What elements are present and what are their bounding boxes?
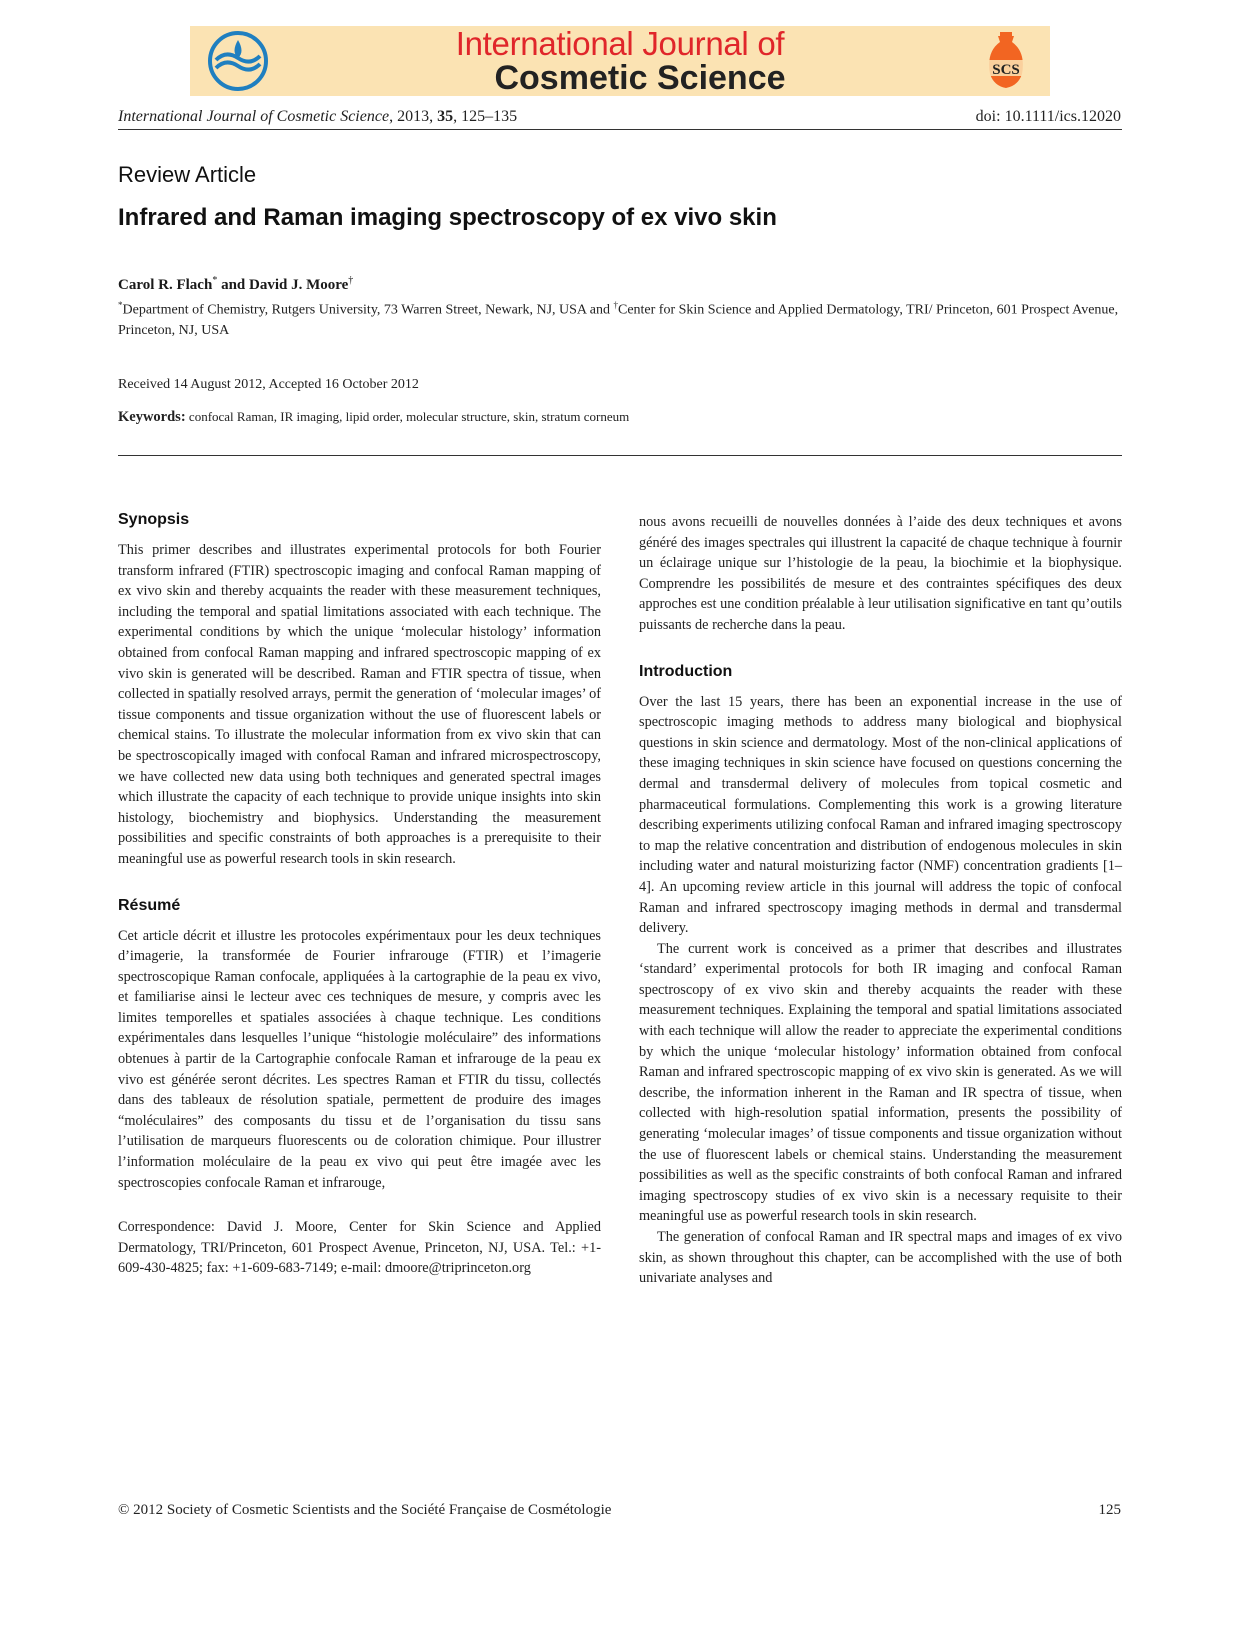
scs-logo-text: SCS: [992, 62, 1020, 78]
author-list: [118, 275, 353, 294]
keywords-list: confocal Raman, IR imaging, lipid order, molecular structure, skin, stratum corneum: [185, 409, 630, 424]
right-column: [639, 512, 1122, 1289]
citation-year: , 2013,: [389, 108, 438, 125]
left-column: [118, 510, 601, 1279]
synopsis-paragraph: This primer describes and illustrates experimental protocols for both Fourier transform infrared (FTIR) spectroscopic imaging and confocal Raman mapping of ex vivo skin and thereby acquaints the reader with these measurement techniques, including the temporal and spatial limitations associated with each technique. The experimental conditions by which the unique ‘molecular histology’ information obtained from confocal Raman mapping and infrared spectroscopic mapping of ex vivo skin is generated will be described. Raman and FTIR spectra of tissue, when collected in spatially resolved arrays, permit the generation of ‘molecular images’ of tissue components and tissue organization without the use of fluorescent labels or chemical stains. To illustrate the molecular information from ex vivo skin that can be spectroscopically imaged with confocal Raman and infrared microspectroscopy, we have collected new data using both techniques and generated spectral images which illustrate the capacity of each technique to provide unique insights into skin histology, biochemistry and biophysics. Understanding the measurement possibilities and specific constraints of both approaches is a prerequisite to their meaningful use as powerful research tools in skin research.: [118, 542, 601, 867]
affil-mark: †: [613, 300, 618, 310]
author-mark: *: [212, 275, 218, 286]
article-title: Infrared and Raman imaging spectroscopy of ex vivo skin: [118, 204, 777, 231]
resume-continued-paragraph: nous avons recueilli de nouvelles données à l’aide des deux techniques et avons généré des images spectrales qui illustrent la capacité de chaque technique à fournir un éclairage unique sur l’histologie de la peau, la biochimie et la biophysique. Comprendre les possibilités de mesure et des contraintes spécifiques des deux approches est une condition préalable à leur utilisation significative en tant qu’outils puissants de recherche dans la peau.: [639, 514, 1122, 633]
page-number: 125: [1098, 1502, 1121, 1518]
article-type-label: Review Article: [118, 162, 257, 187]
title-divider: [118, 455, 1122, 456]
affiliations: [118, 295, 1122, 341]
affil-text: Department of Chemistry, Rutgers University, 73 Warren Street, Newark, NJ, USA and: [122, 302, 614, 318]
citation-journal: International Journal of Cosmetic Science: [118, 108, 390, 125]
journal-name-line2: Cosmetic Science: [494, 59, 786, 97]
citation-volume: 35: [437, 108, 454, 125]
author-name[interactable]: Carol R. Flach: [118, 277, 213, 293]
author-name[interactable]: and David J. Moore: [217, 277, 349, 293]
header-divider: [118, 129, 1122, 130]
journal-banner: [190, 26, 1050, 96]
resume-paragraph: Cet article décrit et illustre les protocoles expérimentaux pour les deux techniques d’imagerie, la transformée de Fourier infrarouge (FTIR) et l’imagerie spectroscopique Raman confocale, appliquées à la cartographie de la peau ex vivo, et familiarise ainsi le lecteur avec ces techniques de mesure, y compris avec les limites temporelles et spatiales associées à chaque technique. Les conditions expérimentales dans lesquelles l’unique “histologie moléculaire” des informations obtenues à partir de la Cartographie confocale Raman et infrarouge de la peau ex vivo est générée seront décrites. Les spectres Raman et FTIR du tissu, collectés dans des tableaux de résolution spatiale, permettent de produire des images “moléculaires” des composants du tissu et de l’organisation du tissu sans l’utilisation de marqueurs fluorescents ou de coloration chimique. Pour illustrer l’information moléculaire de la peau ex vivo qui peut être imagée avec les spectroscopies confocale Raman et infrarouge,: [118, 927, 601, 1191]
correspondence-note: Correspondence: David J. Moore, Center for Skin Science and Applied Dermatology, TRI/Princeton, 601 Prospect Avenue, Princeton, NJ, USA. Tel.: +1-609-430-4825; fax: +1-609-683-7149; e-mail: dmoore@triprinceton.org: [118, 1219, 601, 1277]
intro-paragraph-1: Over the last 15 years, there has been an exponential increase in the use of spectroscopic imaging methods to address many biological and biophysical questions in skin science and dermatology. Most of the non-clinical applications of these imaging techniques in skin science have focused on questions concerning the dermal and transdermal delivery of molecules from topical cosmetic and pharmaceutical formulations. Complementing this work is a growing literature describing experiments utilizing confocal Raman and infrared imaging spectroscopy to map the relative concentration and distribution of endogenous molecules in skin including water and natural moisturizing factor (NMF) concentration gradients [1–4]. An upcoming review article in this journal will address the topic of confocal Raman and infrared spectroscopy imaging methods in dermal and transdermal delivery.: [639, 693, 1122, 937]
scs-amphora-logo-icon: [982, 30, 1030, 92]
keywords: [118, 409, 629, 426]
copyright-footer: © 2012 Society of Cosmetic Scientists and the Société Française de Cosmétologie: [118, 1502, 612, 1518]
introduction-heading: Introduction: [639, 662, 733, 680]
citation-pages: , 125–135: [453, 108, 518, 125]
doi-link[interactable]: doi: 10.1111/ics.12020: [975, 108, 1121, 125]
affil-mark: *: [118, 300, 123, 310]
synopsis-heading: Synopsis: [118, 511, 190, 528]
author-mark: †: [348, 275, 354, 286]
intro-paragraph-3: The generation of confocal Raman and IR spectral maps and images of ex vivo skin, as shown throughout this chapter, can be accomplished with the use of both univariate analyses and: [639, 1229, 1122, 1287]
received-dates: Received 14 August 2012, Accepted 16 October 2012: [118, 377, 419, 392]
keywords-label: Keywords:: [118, 409, 186, 425]
resume-heading: Résumé: [118, 896, 181, 914]
intro-paragraph-2: The current work is conceived as a primer that describes and illustrates ‘standard’ experimental protocols for both IR imaging and confocal Raman spectroscopy of ex vivo skin and thereby acquaints the reader with these measurement techniques. Explaining the temporal and spatial limitations associated with each technique will allow the reader to appreciate the experimental conditions by which the unique ‘molecular histology’ information obtained from confocal Raman and infrared spectroscopic mapping of ex vivo skin is generated. As we will describe, the information inherent in the Raman and IR spectra of tissue, when collected with high-resolution spatial information, presents the possibility of generating ‘molecular images’ of tissue components and tissue organization without the use of fluorescent labels or chemical stains. Understanding the measurement possibilities as well as the specific constraints of both confocal Raman and infrared imaging spectroscopy studies of ex vivo skin is a necessary requisite to their meaningful use as powerful research tools in skin research.: [639, 940, 1122, 1225]
citation-line: [118, 108, 517, 126]
affil-text: Center for Skin Science and Applied Dermatology, TRI/ Princeton, 601 Prospect Avenue, Princeton, NJ, USA: [118, 302, 1119, 338]
journal-name-line1: International Journal of: [455, 25, 785, 62]
